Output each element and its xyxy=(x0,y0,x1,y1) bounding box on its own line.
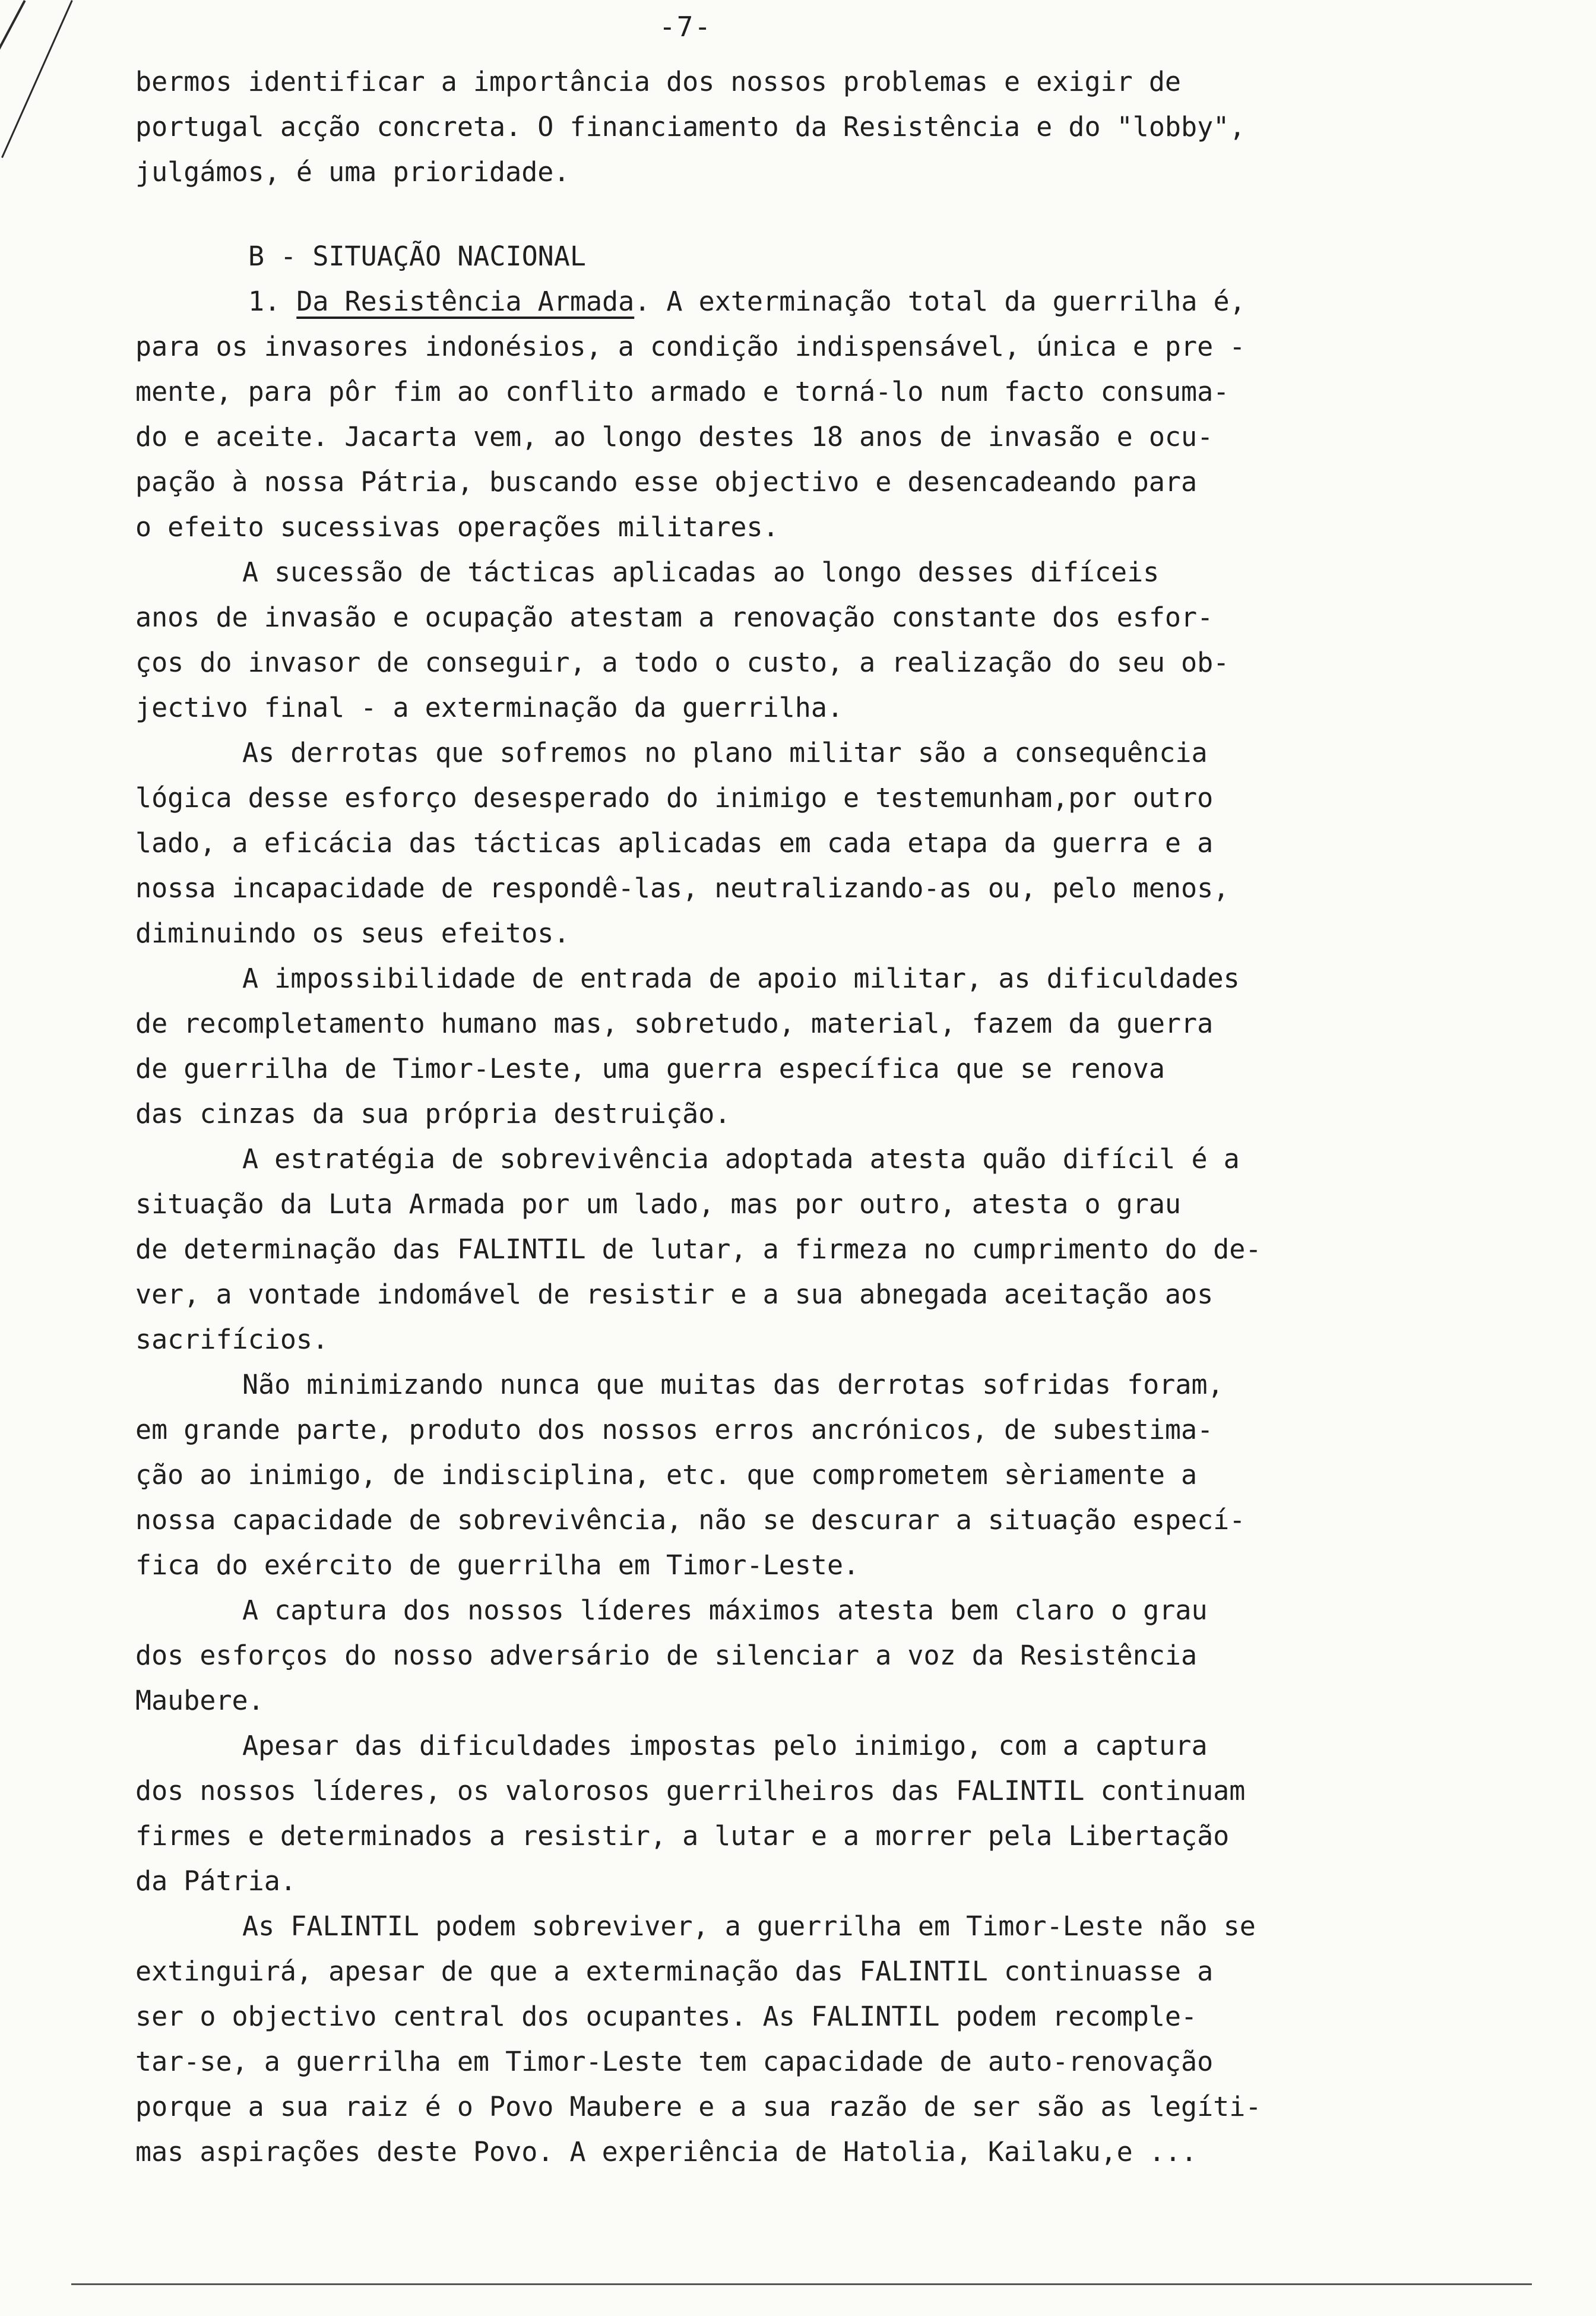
text-line: Apesar das dificuldades impostas pelo inimigo, com a captura xyxy=(242,1730,1208,1761)
text-line: extinguirá, apesar de que a exterminação das FALINTIL continuasse a xyxy=(135,1956,1214,1987)
text-line: ços do invasor de conseguir, a todo o custo, a realização do seu ob- xyxy=(135,647,1230,678)
text-line: A estratégia de sobrevivência adoptada atesta quão difícil é a xyxy=(242,1143,1240,1175)
page-number: -7- xyxy=(659,11,712,43)
text-line: sacrifícios. xyxy=(135,1324,329,1355)
text-line: Não minimizando nunca que muitas das derrotas sofridas foram, xyxy=(242,1369,1224,1400)
text-line: As derrotas que sofremos no plano militar são a consequência xyxy=(242,737,1208,768)
text-line: anos de invasão e ocupação atestam a renovação constante dos esfor- xyxy=(135,602,1214,633)
section-heading: B - SITUAÇÃO NACIONAL xyxy=(248,241,586,272)
text-line: ser o objectivo central dos ocupantes. As FALINTIL podem recomple- xyxy=(135,2001,1198,2032)
text-line: A captura dos nossos líderes máximos atesta bem claro o grau xyxy=(242,1594,1208,1626)
blank-line xyxy=(135,195,1442,240)
text-line: dos nossos líderes, os valorosos guerrilheiros das FALINTIL continuam xyxy=(135,1775,1246,1806)
text-line: nossa incapacidade de respondê-las, neutralizando-as ou, pelo menos, xyxy=(135,872,1230,904)
text-line: diminuindo os seus efeitos. xyxy=(135,917,570,949)
text-line: situação da Luta Armada por um lado, mas por outro, atesta o grau xyxy=(135,1188,1181,1220)
text-line: da Pátria. xyxy=(135,1865,296,1897)
text-line: jectivo final - a exterminação da guerrilha. xyxy=(135,692,844,723)
text-line: pação à nossa Pátria, buscando esse objectivo e desencadeando para xyxy=(135,466,1198,498)
text-line: dos esforços do nosso adversário de silenciar a voz da Resistência xyxy=(135,1640,1198,1671)
subsection-line xyxy=(135,279,1442,324)
text-line: de determinação das FALINTIL de lutar, a firmeza no cumprimento do de- xyxy=(135,1233,1262,1265)
text-line: mas aspirações deste Povo. A experiência de Hatolia, Kailaku,e ... xyxy=(135,2136,1198,2168)
text-line: porque a sua raiz é o Povo Maubere e a sua razão de ser são as legíti- xyxy=(135,2091,1262,2122)
text-line: tar-se, a guerrilha em Timor-Leste tem capacidade de auto-renovação xyxy=(135,2046,1214,2077)
text-line: lógica desse esforço desesperado do inimigo e testemunham,por outro xyxy=(135,782,1214,814)
text-line: portugal acção concreta. O financiamento da Resistência e do "lobby", xyxy=(135,111,1246,143)
text-line: julgámos, é uma prioridade. xyxy=(135,156,570,188)
text-line: das cinzas da sua própria destruição. xyxy=(135,1098,731,1129)
text-line: A sucessão de tácticas aplicadas ao longo desses difíceis xyxy=(242,556,1160,588)
text-line: para os invasores indonésios, a condição indispensável, única e pre - xyxy=(135,331,1246,362)
text-line: A impossibilidade de entrada de apoio militar, as dificuldades xyxy=(242,963,1240,994)
subsection-number: 1. xyxy=(248,286,281,317)
text-line: mente, para pôr fim ao conflito armado e torná-lo num facto consuma- xyxy=(135,376,1230,407)
text-line: de guerrilha de Timor-Leste, uma guerra específica que se renova xyxy=(135,1053,1165,1084)
margin-stroke xyxy=(0,0,26,96)
body-paragraphs xyxy=(135,324,1442,2175)
subsection-title: Da Resistência Armada xyxy=(296,286,635,317)
document-body xyxy=(135,59,1442,2175)
text-line: ver, a vontade indomável de resistir e a sua abnegada aceitação aos xyxy=(135,1279,1214,1310)
subsection-first-line: . A exterminação total da guerrilha é, xyxy=(634,286,1246,317)
text-line: Maubere. xyxy=(135,1685,264,1716)
bottom-rule xyxy=(71,2283,1532,2285)
text-line: bermos identificar a importância dos nossos problemas e exigir de xyxy=(135,66,1181,97)
text-line: em grande parte, produto dos nossos erros ancrónicos, de subestima- xyxy=(135,1414,1214,1445)
text-line: nossa capacidade de sobrevivência, não se descurar a situação especí- xyxy=(135,1504,1246,1536)
text-line: ção ao inimigo, de indisciplina, etc. que comprometem sèriamente a xyxy=(135,1459,1198,1491)
text-line: As FALINTIL podem sobreviver, a guerrilha em Timor-Leste não se xyxy=(242,1910,1256,1942)
text-line: o efeito sucessivas operações militares. xyxy=(135,511,779,543)
text-line: lado, a eficácia das tácticas aplicadas em cada etapa da guerra e a xyxy=(135,827,1214,859)
text-line: firmes e determinados a resistir, a lutar e a morrer pela Libertação xyxy=(135,1820,1230,1852)
text-line: do e aceite. Jacarta vem, ao longo destes 18 anos de invasão e ocu- xyxy=(135,421,1214,453)
text-line: fica do exército de guerrilha em Timor-Leste. xyxy=(135,1549,860,1581)
text-line: de recompletamento humano mas, sobretudo, material, fazem da guerra xyxy=(135,1008,1214,1039)
